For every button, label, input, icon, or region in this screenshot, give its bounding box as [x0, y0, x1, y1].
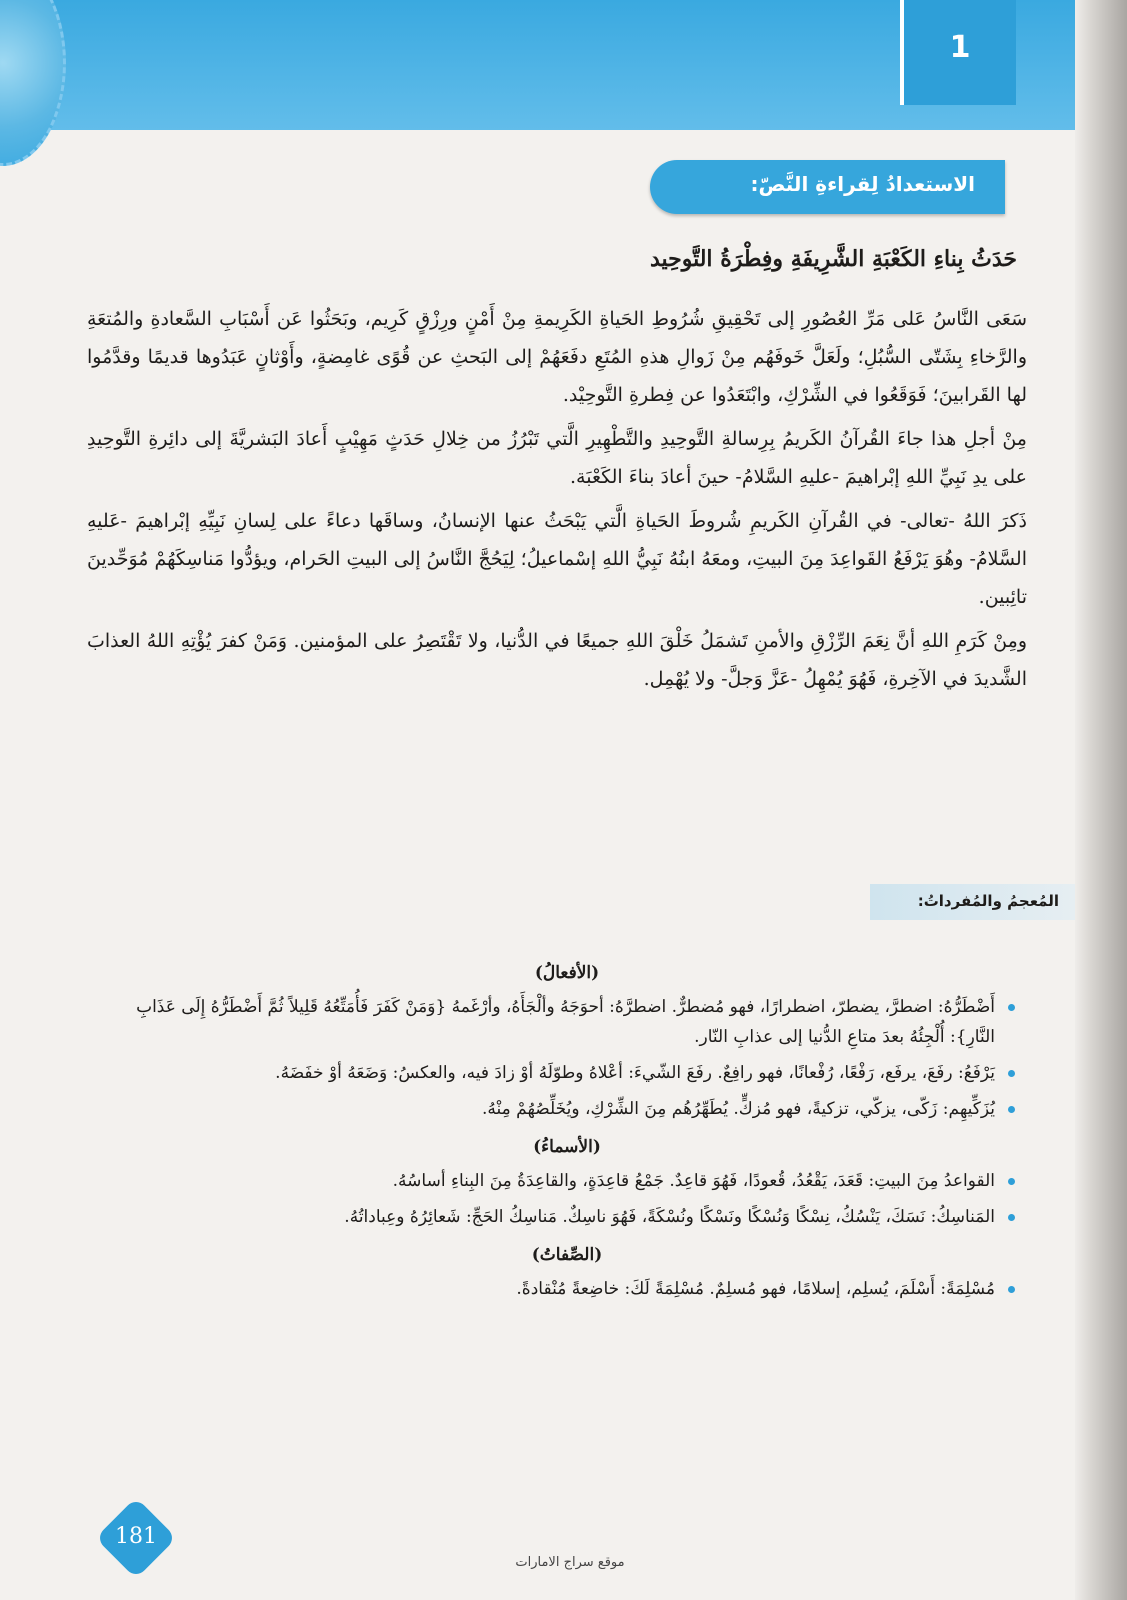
paragraph: ومِنْ كَرَمِ اللهِ أنَّ نِعَمَ الرِّزْقِ والأمنِ تَشمَلُ خَلْقَ اللهِ جميعًا في الدُّنيا، ولا تَقْتَصِرُ على المؤمنين. وَمَنْ كفرَ يُؤْتِهِ اللهُ العذابَ الشَّديدَ في الآخِرةِ، فَهُوَ يُمْهِلُ -عَزَّ وَجلَّ- ولا يُهْمِل. — [87, 630, 1027, 690]
verbs-list — [117, 992, 1017, 1124]
page-fold-shadow — [1075, 0, 1127, 1600]
dictionary-header-label: المُعجمُ والمُفرداتُ: — [917, 892, 1059, 910]
group-title-adjectives: (الصِّفاتُ) — [531, 1245, 603, 1265]
vocabulary-section — [117, 950, 1017, 1310]
section-header — [650, 160, 1005, 214]
corner-ornament — [0, 0, 66, 166]
vocab-item: يَرْفَعُ: رفَعَ، يرفَع، رَفْعًا، رُفْعانًا، فهو رافِعٌ. رفَعَ الشّيءَ: أعْلاهُ وطوّلَهُ أوْ زادَ فيه، والعكسُ: وَضَعَهُ أوْ خفَضَهُ. — [117, 1058, 995, 1088]
chapter-tab — [900, 0, 1016, 105]
paragraph: مِنْ أجلِ هذا جاءَ القُرآنُ الكَريمُ بِرِسالةِ التَّوحِيدِ والتَّطْهِيرِ الَّتي تَبْرُزُ من خِلالِ حَدَثٍ مَهِيْبٍ أَعادَ البَشريَّةَ إلى دائِرةِ التَّوحِيدِ على يدِ نَبِيِّ اللهِ إبْراهيمَ -عليهِ السَّلامُ- حينَ أعادَ بناءَ الكَعْبَة. — [87, 428, 1027, 488]
page-number-badge — [96, 1498, 176, 1578]
footer-site-name: موقع سراج الامارات — [515, 1555, 625, 1570]
vocab-item: مُسْلِمَةً: أَسْلَمَ، يُسلِم، إسلامًا، فهو مُسلِمٌ. مُسْلِمَةً لَكَ: خاضِعةً مُنْقادةً. — [117, 1274, 995, 1304]
top-banner — [0, 0, 1075, 130]
reading-text — [87, 300, 1027, 704]
reading-title: حَدَثُ بِناءِ الكَعْبَةِ الشَّرِيفَةِ وفِطْرَةُ التَّوحِيد — [649, 246, 1017, 272]
nouns-list — [117, 1166, 1017, 1232]
paragraph: ذَكرَ اللهُ -تعالى- في القُرآنِ الكَريمِ شُروطَ الحَياةِ الَّتي يَبْحَثُ عنها الإنسانُ، وساقَها دعاءً على لِسانِ نَبِيِّهِ إبْراهيمَ -عَليهِ السَّلامُ- وهُوَ يَرْفَعُ القَواعِدَ مِنَ البيتِ، ومعَهُ ابنُهُ نَبِيُّ اللهِ إسْماعيلُ؛ لِيَحُجَّ النَّاسُ إلى البيتِ الحَرام، ويؤدُّوا مَناسِكَهُمْ مُوَحِّدينَ تائِبين. — [87, 510, 1027, 608]
vocab-item: المَناسِكُ: نَسَكَ، يَنْسُكُ، نِسْكًا وَنُسْكًا ونَسْكًا ونُسْكَةً، فَهُوَ ناسِكٌ. مَناسِكُ الحَجِّ: شَعائِرُهُ وعِباداتُهُ. — [117, 1202, 995, 1232]
paragraph: سَعَى النَّاسُ عَلى مَرِّ العُصُورِ إلى تَحْقِيقِ شُرُوطِ الحَياةِ الكَرِيمةِ مِنْ أَمْنٍ ورِزْقٍ كَرِيم، وبَحَثُوا عَن أَسْبَابِ السَّعادةِ والمُتعَةِ والرَّخاءِ بِشَتّى السُّبُلِ؛ ولَعَلَّ خَوفَهُم مِنْ زَوالِ هذهِ المُتَعِ دفَعَهُمْ إلى البَحثِ عن قُوًى غامِضةٍ، وأَوْثانٍ عَبَدُوها قديمًا وقدَّمُوا لها القَرابينَ؛ فَوَقَعُوا في الشِّرْكِ، وابْتَعَدُوا عن فِطرةِ التَّوحِيْد. — [87, 308, 1027, 406]
page-number: 181 — [115, 1524, 157, 1549]
dictionary-header — [870, 884, 1075, 920]
vocab-item: القواعدُ مِنَ البيتِ: قَعَدَ، يَقْعُدُ، قُعودًا، فَهُوَ قاعِدٌ. جَمْعُ قاعِدَةٍ، والقاعِدَةُ مِنَ البِناءِ أساسُهُ. — [117, 1166, 995, 1196]
group-title-verbs: (الأفعالُ) — [534, 963, 600, 983]
chapter-number: 1 — [949, 30, 971, 65]
vocab-item: أَضْطَرُّهُ: اضطرَّ، يضطرّ، اضطرارًا، فهو مُضطرٌّ. اضطرَّهُ: أحوَجَهُ وألْجَأَهُ، وأرْغَمهُ {وَمَنْ كَفَرَ فَأُمَتِّعُهُ قَلِيلاً ثُمَّ أَضْطَرُّهُ إِلَى عَذَابِ النَّارِ}: أُلْجِئُهُ بعدَ متاعِ الدُّنيا إلى عذابِ النّار. — [117, 992, 995, 1052]
group-title-nouns: (الأسماءُ) — [533, 1137, 601, 1157]
adjectives-list — [117, 1274, 1017, 1304]
vocab-item: يُزَكِّيهِم: زَكّى، يزكّي، تزكيةً، فهو مُزكٍّ. يُطَهِّرُهُم مِنَ الشِّرْكِ، ويُخَلِّصُهُمْ مِنْهُ. — [117, 1094, 995, 1124]
section-title: الاستعدادُ لِقراءةِ النَّصّ: — [750, 172, 975, 196]
